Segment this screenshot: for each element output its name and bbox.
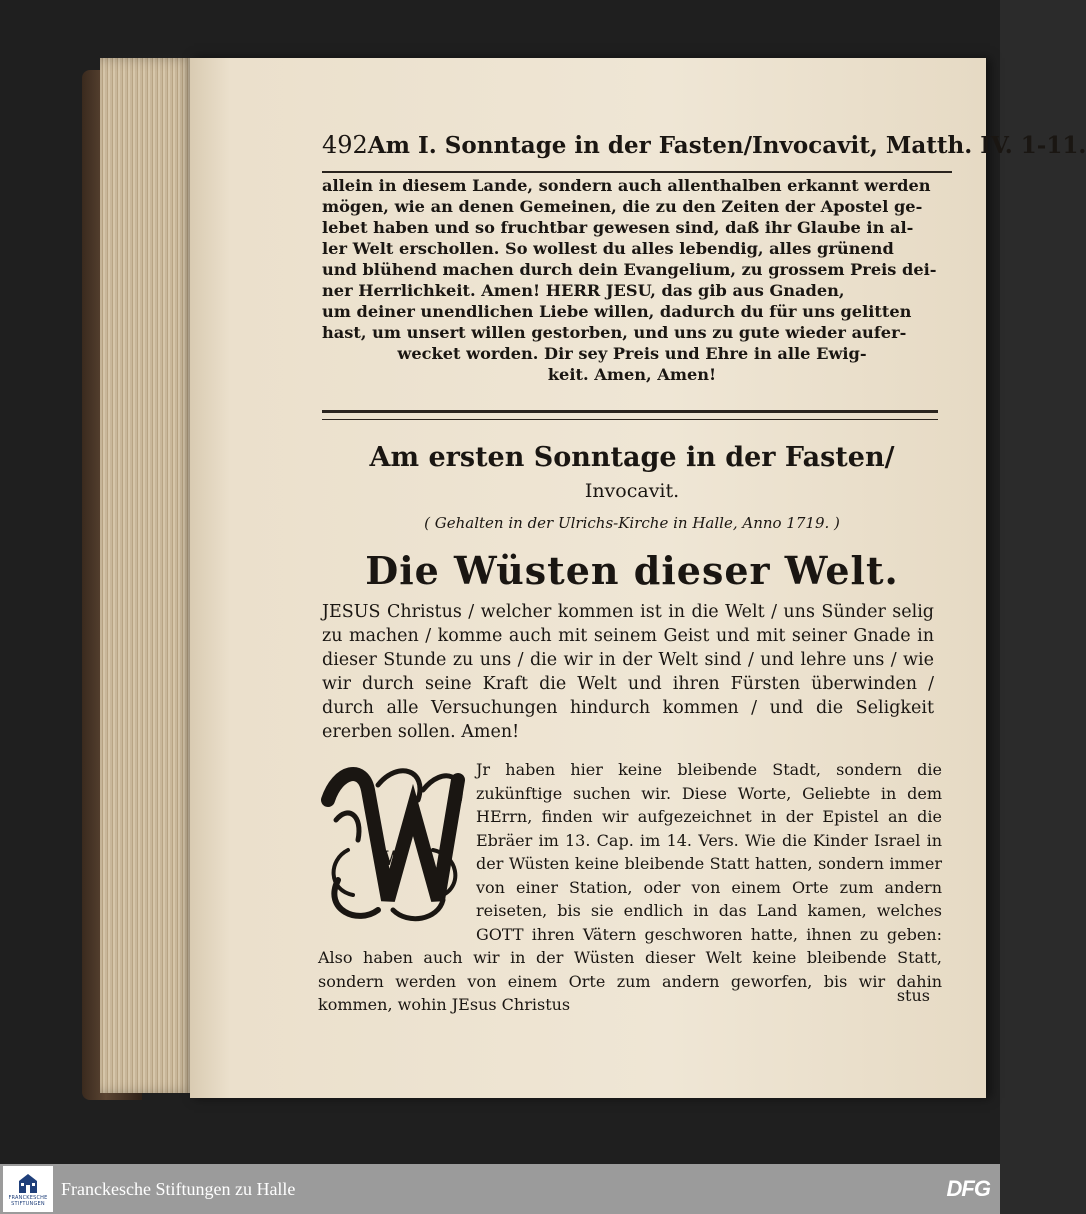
sermon-title: Am ersten Sonntage in der Fasten/	[369, 442, 895, 473]
sermon-note: ( Gehalten in der Ulrichs-Kirche in Halle, Anno 1719. )	[424, 514, 840, 532]
institution-name[interactable]: Franckesche Stiftungen zu Halle	[61, 1178, 296, 1199]
text-line: ner Herrlichkeit. Amen! HERR JESU, das gib aus Gnaden,	[322, 281, 845, 300]
book-page	[190, 58, 1086, 1098]
dfg-logo[interactable]: DFG	[946, 1176, 990, 1201]
text-line: keit. Amen, Amen!	[547, 365, 717, 384]
opening-prayer: JESUS Christus / welcher kommen ist in die Welt / uns Sünder selig zu machen / komme auch mit seinem Geist und mit seiner Gnade in dieser Stunde zu uns / die wir in der Welt sind / und lehre uns / wie wir durch seine Kraft die Welt und ihren Fürsten überwinden / durch alle Versuchungen hindurch kommen / und die Seligkeit ererben sollen. Amen!	[322, 602, 934, 742]
page-number: 492	[322, 131, 368, 159]
catchword: stus	[896, 986, 930, 1005]
sermon-body-text: Jr haben hier keine bleibende Stadt, sondern die zukünftige suchen wir. Diese Worte, Geliebte in dem HErrn, finden wir aufgezeichnet in der Epistel an die Ebräer im 13. Cap. im 14. Vers. Wie die Kinder Israel in der Wüsten keine bleibende Statt hatten, sondern immer von einer Station, oder von einem Orte zum andern reiseten, bis sie endlich in das Land kamen, welches GOTT ihren Vätern geschworen hatte, ihnen zu geben: Also haben auch wir in der Wüsten dieser Welt keine bleibende Statt, sondern werden von einem Orte zum andern geworfen, bis wir dahin kommen, wohin JEsus Christus	[318, 760, 942, 1014]
text-line: und blühend machen durch dein Evangelium, zu grossem Preis dei-	[322, 260, 937, 279]
prayer-continuation	[322, 175, 942, 385]
section-divider	[322, 410, 938, 420]
running-head	[322, 131, 1086, 173]
institution-logo[interactable]	[3, 1166, 53, 1212]
text-line: mögen, wie an denen Gemeinen, die zu den Zeiten der Apostel ge-	[322, 197, 923, 216]
sermon-body	[318, 758, 942, 1017]
sermon-heading	[322, 440, 942, 594]
text-line: wecket worden. Dir sey Preis und Ehre in alle Ewig-	[397, 344, 867, 363]
building-icon	[17, 1171, 39, 1195]
page-edges	[100, 58, 196, 1093]
text-line: allein in diesem Lande, sondern auch allenthalben erkannt werden	[322, 176, 931, 195]
text-line: hast, um unsert willen gestorben, und uns zu gute wieder aufer-	[322, 323, 907, 342]
running-title: Am I. Sonntage in der Fasten/Invocavit, Matth. IV. 1-11.	[367, 132, 1086, 159]
footer-bar	[0, 1164, 1000, 1214]
decorated-initial-w-icon	[318, 760, 468, 926]
logo-text: FRANCKESCHE STIFTUNGEN	[8, 1195, 48, 1207]
text-line: lebet haben und so fruchtbar gewesen sind, daß ihr Glaube in al-	[322, 218, 914, 237]
initial-letter: W	[381, 846, 405, 870]
text-line: um deiner unendlichen Liebe willen, dadurch du für uns gelitten	[322, 302, 912, 321]
sermon-subtitle: Invocavit.	[584, 480, 680, 502]
text-line: ler Welt erschollen. So wollest du alles lebendig, alles grünend	[322, 239, 894, 258]
sermon-theme: Die Wüsten dieser Welt.	[365, 548, 899, 593]
